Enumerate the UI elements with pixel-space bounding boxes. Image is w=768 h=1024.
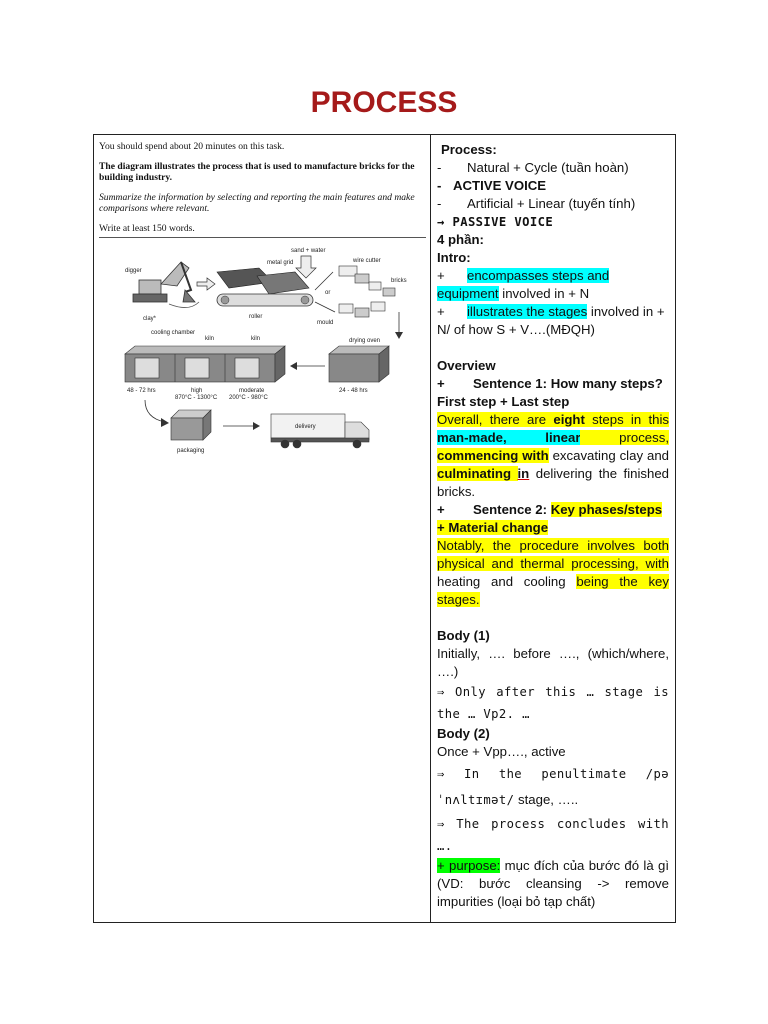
task-instruction: Summarize the information by selecting and reporting the main features and make comparisons where relevant.: [99, 192, 415, 214]
label-metal-grid: metal grid: [267, 260, 294, 266]
label-kiln-2: kiln: [251, 336, 261, 342]
overview-heading: Overview: [437, 358, 496, 373]
label-cooling-chamber: cooling chamber: [151, 330, 196, 336]
label-24-48hrs: 24 - 48 hrs: [339, 388, 368, 394]
label-clay: clay*: [143, 316, 157, 322]
intro-point-2: + illustrates the stages involved in + N/ of how S + V….(MĐQH): [437, 304, 665, 337]
label-roller: roller: [249, 314, 263, 320]
sentence-1-label: + Sentence 1: How many steps?: [437, 376, 663, 391]
page-title: PROCESS: [310, 86, 458, 119]
body-2-heading: Body (2): [437, 726, 490, 741]
delivery-truck-illustration: [271, 414, 369, 448]
digger-illustration: [133, 262, 195, 302]
brick-process-diagram: [99, 242, 426, 467]
grid-conveyor-illustration: [217, 268, 313, 306]
sentence-2-label: + Sentence 2: Key phases/steps + Material change: [437, 502, 663, 535]
body-2-pattern: Once + Vpp…., active: [437, 744, 566, 759]
drying-oven-illustration: [329, 346, 389, 382]
body-1-after: ⇒ Only after this … stage is the … Vp2. …: [437, 685, 669, 721]
task-prompt: [99, 141, 426, 238]
task-word-count: Write at least 150 words.: [99, 223, 195, 234]
label-high-temp: 870°C - 1300°C: [175, 395, 218, 401]
label-drying-oven: drying oven: [349, 338, 381, 344]
label-delivery: delivery: [295, 424, 316, 430]
label-packaging: packaging: [177, 448, 205, 454]
body-1-pattern: Initially, …. before …., (which/where, ….): [437, 646, 669, 679]
label-kiln-1: kiln: [205, 336, 215, 342]
label-mould: mould: [317, 320, 334, 326]
bullet-artificial: - Artificial + Linear (tuyến tính): [437, 196, 636, 211]
intro-heading: Intro:: [437, 250, 471, 265]
sentence-1-sub: First step + Last step: [437, 394, 570, 409]
process-heading: Process:: [441, 142, 497, 157]
body-1-heading: Body (1): [437, 628, 490, 643]
notes-table: [93, 134, 676, 923]
label-high: high: [191, 388, 203, 394]
label-wire-cutter: wire cutter: [353, 258, 381, 264]
label-48-72hrs: 48 - 72 hrs: [127, 388, 156, 394]
label-digger: digger: [125, 268, 142, 274]
overview-example: Overall, there are eight steps in this man-made, linear process, commencing with excavating clay and culminating in delivering the finished bricks.: [437, 412, 669, 499]
label-bricks: bricks: [391, 278, 407, 284]
notes-cell: [437, 141, 669, 911]
purpose-note: + purpose: mục đích của bước đó là gì (VD: bước cleansing -> remove impurities (loại bỏ tạp chất): [437, 858, 669, 909]
packaging-illustration: [171, 410, 211, 440]
label-moderate: moderate: [239, 388, 265, 394]
task-description: The diagram illustrates the process that is used to manufacture bricks for the building industry.: [99, 161, 415, 183]
label-sand-water: sand + water: [291, 248, 326, 254]
body-2-conclusion: ⇒ The process concludes with ….: [437, 817, 669, 853]
column-divider: [430, 135, 431, 922]
wire-cutter-illustration: [339, 266, 395, 317]
kiln-chambers-illustration: [125, 346, 285, 382]
parts-heading: 4 phần:: [437, 232, 484, 247]
notably-example: Notably, the procedure involves both physical and thermal processing, with heating and cooling being the key stages.: [437, 538, 669, 607]
bullet-natural: - Natural + Cycle (tuần hoàn): [437, 160, 629, 175]
body-2-penultimate: ⇒ In the penultimate /pə ˈnʌltɪmət/ stage, …..: [437, 767, 669, 807]
intro-point-1: + encompasses steps and equipment involved in + N: [437, 268, 610, 301]
task-time: You should spend about 20 minutes on this task.: [99, 141, 285, 152]
bullet-active-voice: - ACTIVE VOICE: [437, 178, 547, 193]
passive-voice-note: → PASSIVE VOICE: [437, 215, 554, 229]
task-cell: [99, 141, 426, 467]
label-moderate-temp: 200°C - 980°C: [229, 395, 268, 401]
label-or: or: [325, 290, 331, 296]
